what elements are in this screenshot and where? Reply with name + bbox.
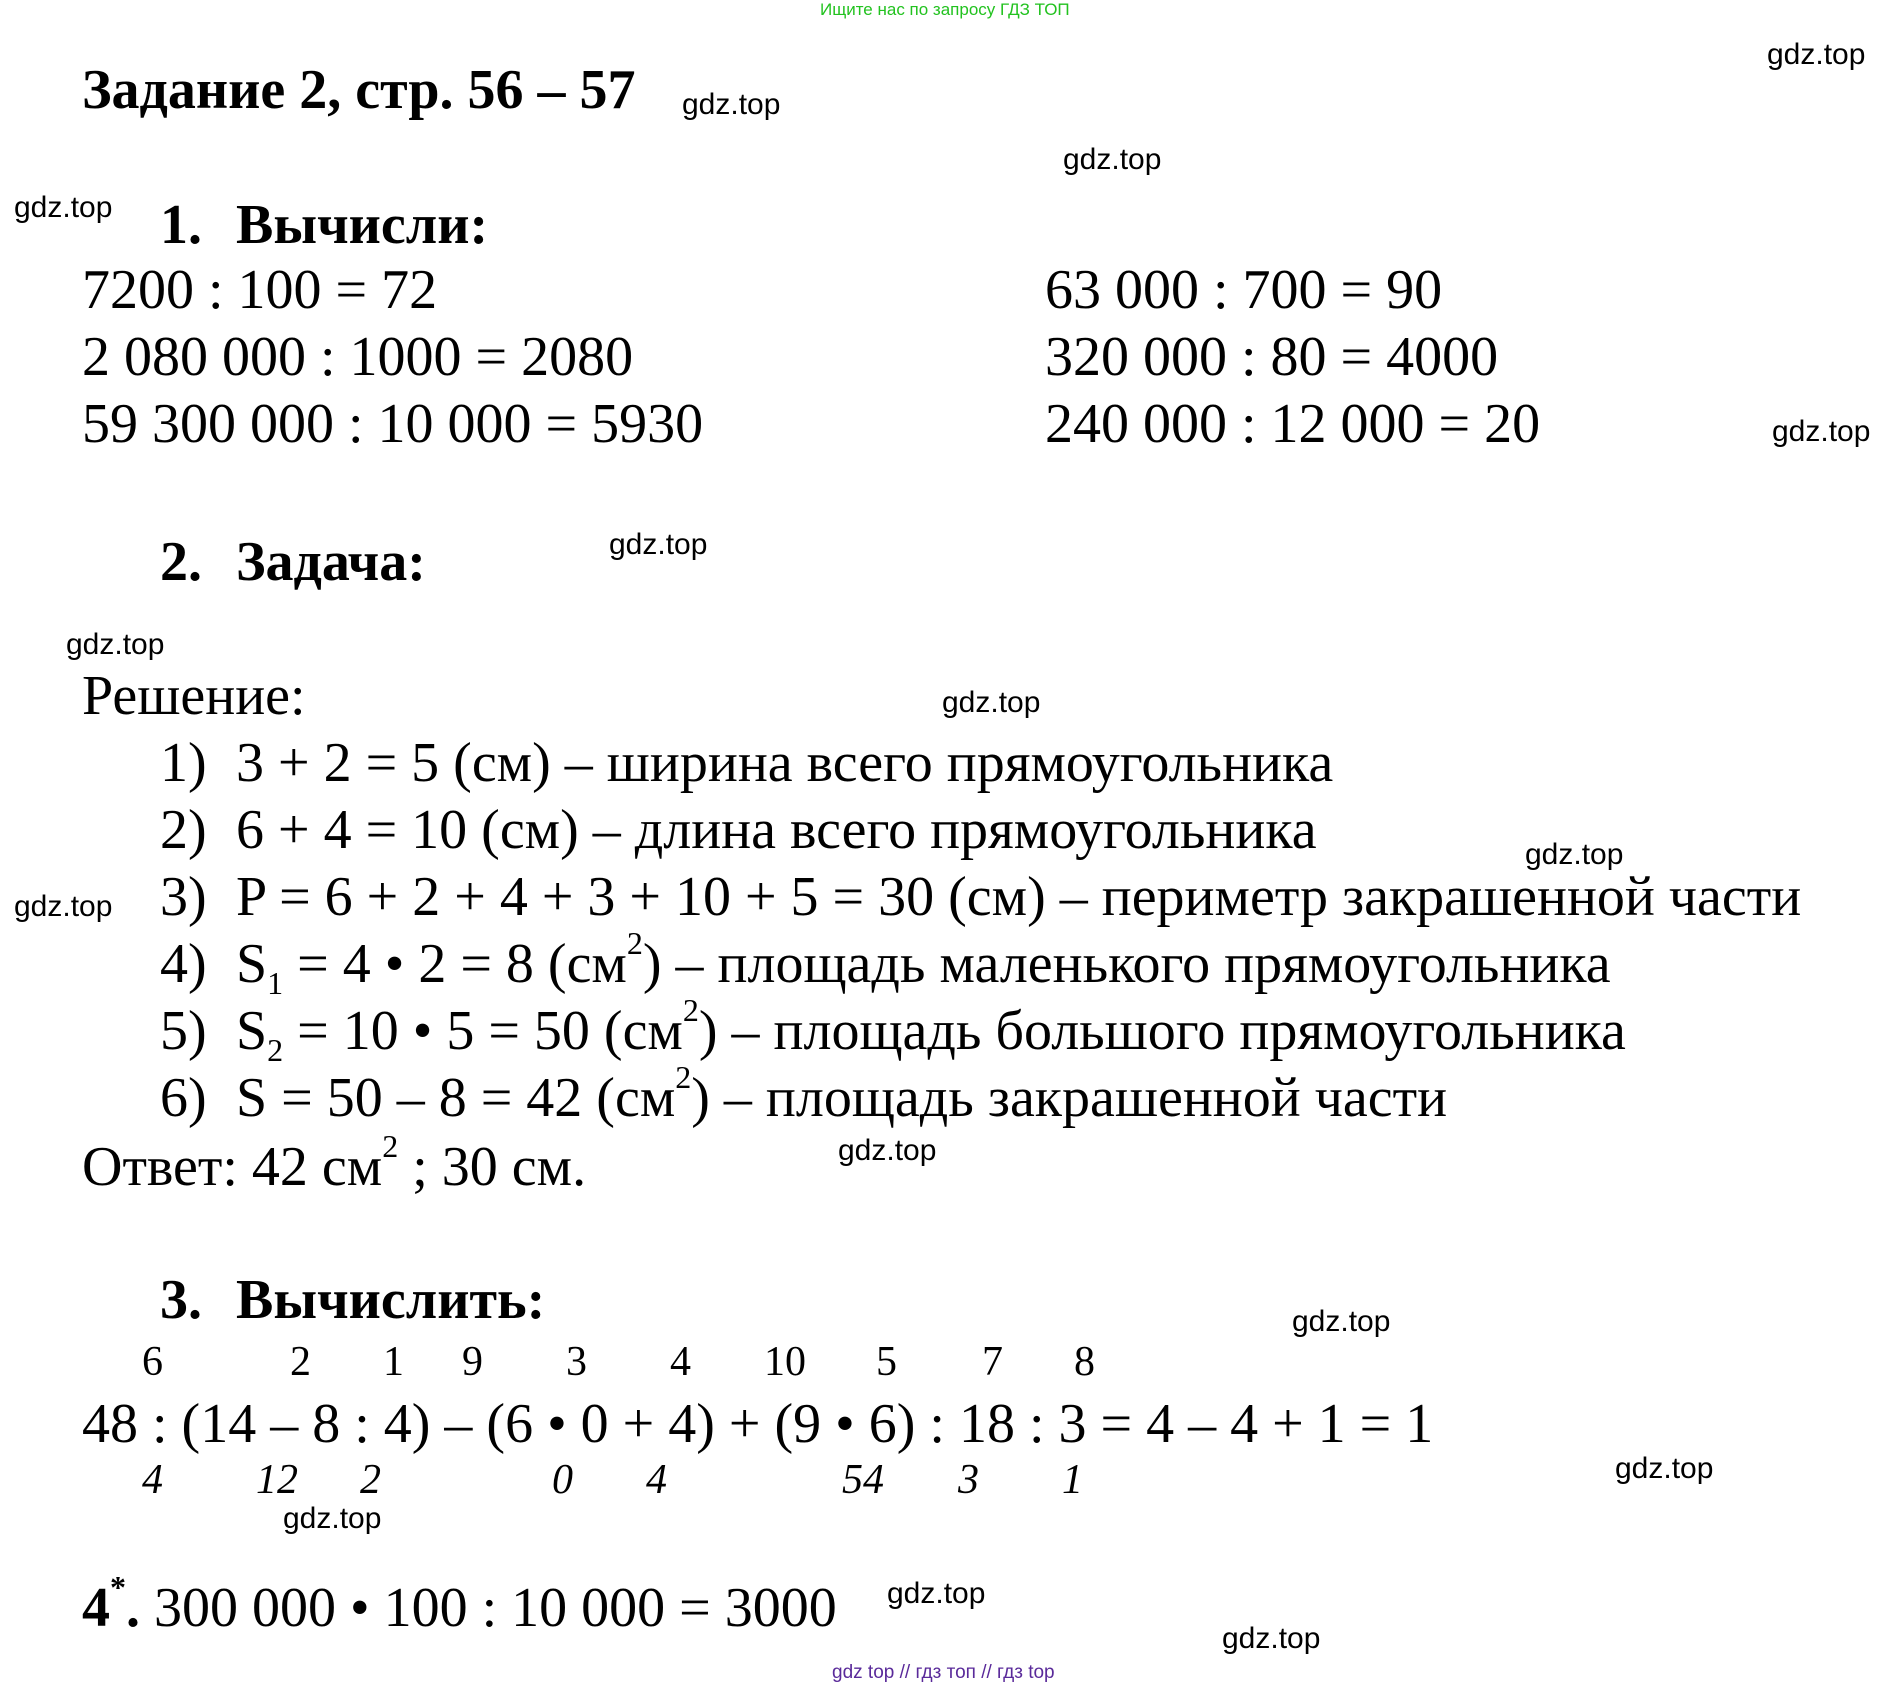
section-title: Вычисли: [236, 194, 489, 256]
calc-line: 2 080 000 : 1000 = 2080 [82, 326, 634, 388]
watermark: gdz.top [1063, 143, 1162, 176]
calc-line: 59 300 000 : 10 000 = 5930 [82, 393, 704, 455]
order-mark: 8 [1074, 1339, 1095, 1385]
solution-step: 1) 3 + 2 = 5 (см) – ширина всего прямоугольника [160, 732, 1334, 794]
watermark: gdz.top [887, 1577, 986, 1610]
solution-step: 5) $S_2 = 10$ • 5 = 50 $(см^2)$ – площадь большого прямоугольника [160, 992, 1626, 1069]
solution-step: 4) $S_1 = 4$ • 2 = 8 $(см^2)$ – площадь маленького прямоугольника [160, 925, 1611, 1002]
watermark: gdz.top [1615, 1452, 1714, 1485]
intermediate-result: 2 [360, 1457, 381, 1503]
section-number: 1. [160, 194, 202, 256]
intermediate-result: 4 [142, 1457, 163, 1503]
page-title: Задание 2, стр. 56 – 57 [82, 59, 636, 121]
footer-links: gdz top // гдз топ // гдз top [832, 1662, 1055, 1683]
intermediate-result: 0 [552, 1457, 573, 1503]
calc-line: 7200 : 100 = 72 [82, 259, 438, 321]
solution-step: 6) S = 50 – 8 = 42 $(см^2)$ – площадь закрашенной части [160, 1059, 1448, 1129]
watermark: gdz.top [14, 191, 113, 224]
calc-line: 240 000 : 12 000 = 20 [1045, 393, 1541, 455]
watermark: gdz.top [1767, 38, 1866, 71]
intermediate-result: 4 [646, 1457, 667, 1503]
watermark: gdz.top [66, 628, 165, 661]
watermark: gdz.top [942, 686, 1041, 719]
calc-line: 320 000 : 80 = 4000 [1045, 326, 1499, 388]
section-number: 2. [160, 531, 202, 593]
section-title: Задача: [236, 531, 426, 593]
order-mark: 7 [982, 1339, 1003, 1385]
section-number: 3. [160, 1269, 202, 1331]
watermark: gdz.top [609, 528, 708, 561]
solution-label: Решение: [82, 665, 306, 727]
order-mark: 4 [670, 1339, 691, 1385]
section-1-heading [160, 193, 488, 257]
watermark: gdz.top [283, 1502, 382, 1535]
intermediate-result: 3 [958, 1457, 979, 1503]
order-mark: 2 [290, 1339, 311, 1385]
watermark: gdz.top [14, 890, 113, 923]
section-3-heading [160, 1268, 545, 1332]
search-hint: Ищите нас по запросу ГДЗ ТОП [820, 0, 1070, 19]
watermark: gdz.top [1525, 838, 1624, 871]
order-mark: 9 [462, 1339, 483, 1385]
order-mark: 1 [383, 1339, 404, 1385]
section-title: Вычислить: [236, 1269, 546, 1331]
expression: 300 000 • 100 : 10 000 = 3000 [154, 1577, 837, 1639]
answer-line: Ответ: 42 $см^2$ ; 30 см. [82, 1128, 587, 1198]
intermediate-result: 12 [256, 1457, 298, 1503]
order-mark: 10 [764, 1339, 806, 1385]
intermediate-result: 1 [1062, 1457, 1083, 1503]
section-2-heading [160, 530, 426, 594]
order-mark: 6 [142, 1339, 163, 1385]
section-4-line: 4*. 300 000 • 100 : 10 000 = 3000 [82, 1569, 837, 1639]
order-mark: 5 [876, 1339, 897, 1385]
watermark: gdz.top [1772, 415, 1871, 448]
watermark: gdz.top [1292, 1305, 1391, 1338]
watermark: gdz.top [682, 88, 781, 121]
section-number: 4 [82, 1577, 110, 1639]
order-mark: 3 [566, 1339, 587, 1385]
solution-step: 3) P = 6 + 2 + 4 + 3 + 10 + 5 = 30 (см) – периметр закрашенной части [160, 866, 1802, 928]
watermark: gdz.top [838, 1134, 937, 1167]
solution-step: 2) 6 + 4 = 10 (см) – длина всего прямоугольника [160, 799, 1317, 861]
intermediate-result: 54 [842, 1457, 884, 1503]
expression: 48 : (14 – 8 : 4) – (6 • 0 + 4) + (9 • 6) : 18 : 3 = 4 – 4 + 1 = 1 [82, 1393, 1434, 1455]
calc-line: 63 000 : 700 = 90 [1045, 259, 1443, 321]
watermark: gdz.top [1222, 1622, 1321, 1655]
